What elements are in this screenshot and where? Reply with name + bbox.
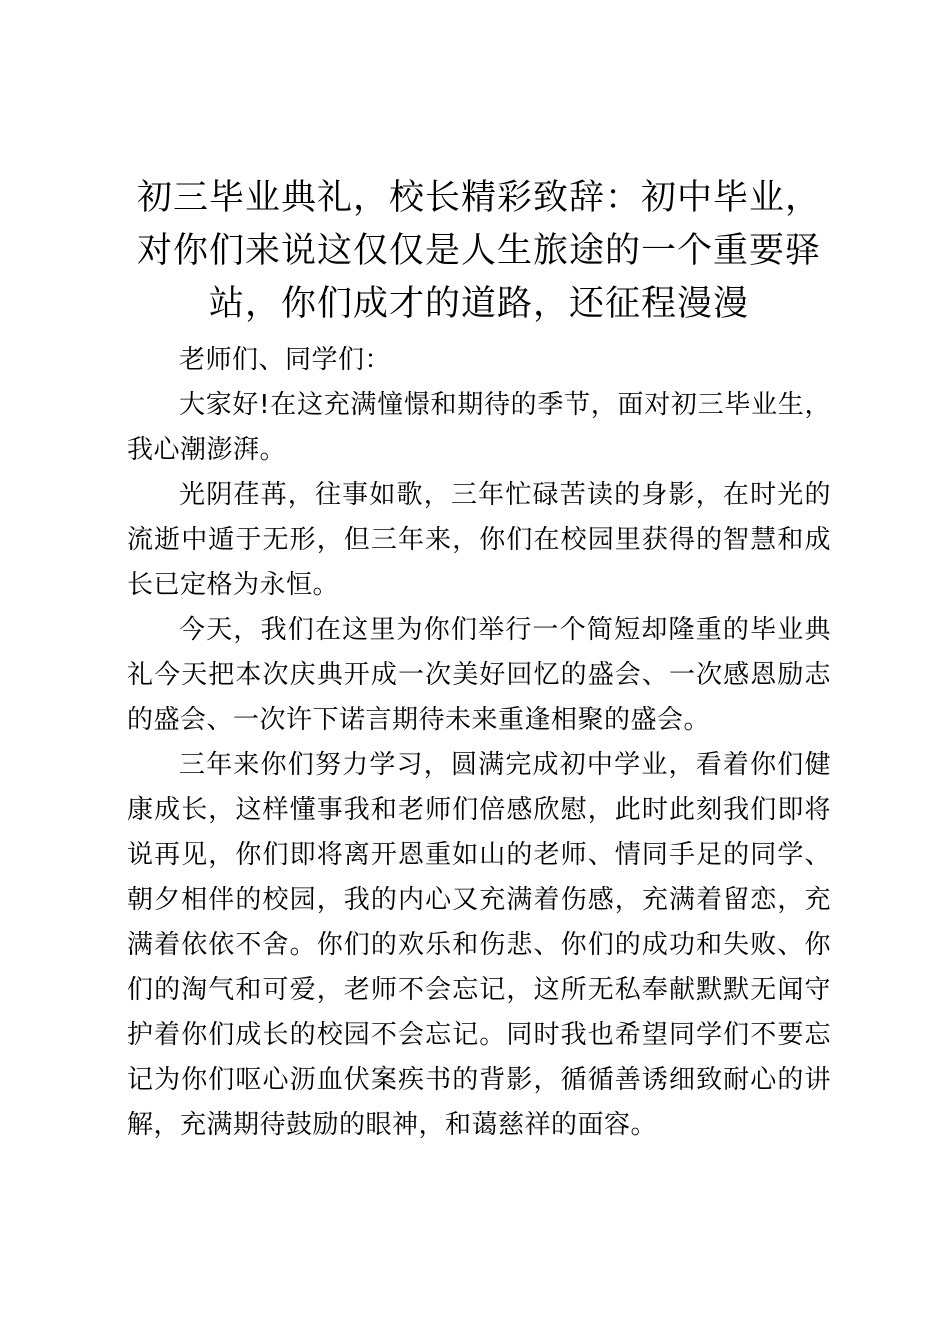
- paragraph: 今天，我们在这里为你们举行一个简短却隆重的毕业典礼今天把本次庆典开成一次美好回忆的盛会、一次感恩励志的盛会、一次许下诺言期待未来重逢相聚的盛会。: [127, 615, 831, 735]
- greeting-paragraph: 老师们、同学们：: [179, 345, 392, 375]
- document-content: [127, 172, 831, 1148]
- paragraph: 大家好!在这充满憧憬和期待的季节，面对初三毕业生，我心潮澎湃。: [127, 390, 831, 465]
- document-title: 初三毕业典礼，校长精彩致辞：初中毕业，对你们来说这仅仅是人生旅途的一个重要驿站，你们成才的道路，还征程漫漫: [136, 178, 821, 324]
- document-body: [127, 338, 831, 1148]
- paragraph: 三年来你们努力学习，圆满完成初中学业，看着你们健康成长，这样懂事我和老师们倍感欣慰，此时此刻我们即将说再见，你们即将离开恩重如山的老师、情同手足的同学、朝夕相伴的校园，我的内心又充满着伤感，充满着留恋，充满着依依不舍。你们的欢乐和伤悲、你们的成功和失败、你们的淘气和可爱，老师不会忘记，这所无私奉献默默无闻守护着你们成长的校园不会忘记。同时我也希望同学们不要忘记为你们呕心沥血伏案疾书的背影，循循善诱细致耐心的讲解，充满期待鼓励的眼神，和蔼慈祥的面容。: [127, 750, 831, 1140]
- paragraph: 光阴荏苒，往事如歌，三年忙碌苦读的身影，在时光的流逝中遁于无形，但三年来，你们在校园里获得的智慧和成长已定格为永恒。: [127, 480, 831, 600]
